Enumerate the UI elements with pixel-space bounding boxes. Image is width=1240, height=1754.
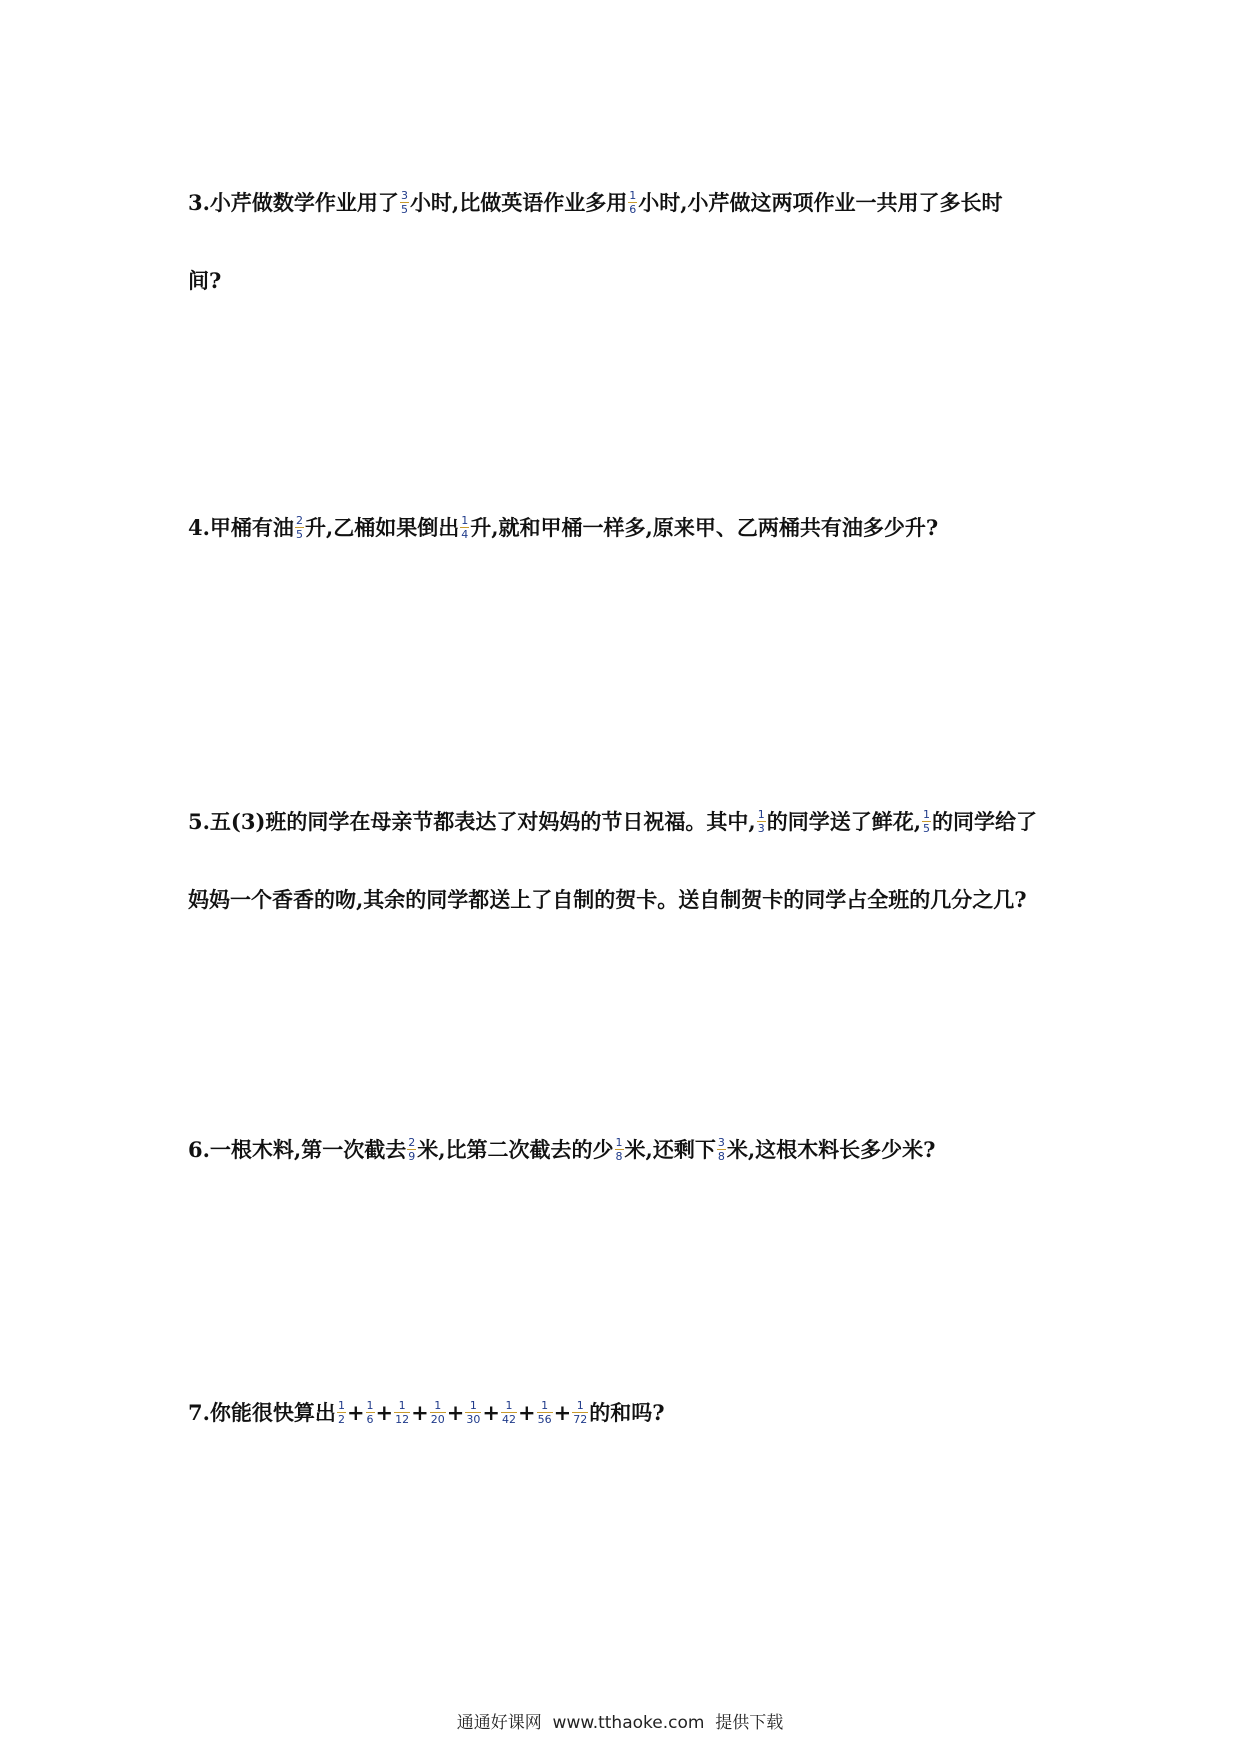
q7-fraction-3: [394, 1400, 410, 1425]
question-3-line-2: [188, 266, 221, 298]
q6-text-3: 米,还剩下: [624, 1137, 716, 1162]
q7-fraction-7-numerator: 1: [537, 1400, 553, 1413]
q6-text-2: 米,比第二次截去的少: [417, 1137, 614, 1162]
q7-fraction-2-denominator: 6: [366, 1413, 374, 1426]
q7-fraction-1: [337, 1400, 346, 1425]
q5-text-3: 的同学给了: [932, 809, 1038, 834]
q6-fraction-2-numerator: 1: [615, 1136, 623, 1149]
q4-text-1: 4.甲桶有油: [188, 515, 294, 540]
q7-fraction-1-numerator: 1: [337, 1399, 345, 1412]
q3-fraction-1-numerator: 3: [400, 189, 408, 202]
q6-fraction-1: [407, 1137, 416, 1162]
footer-source: 通通好课网 www.tthaoke.com 提供下载: [456, 1713, 784, 1733]
q7-plus-7: +: [553, 1400, 572, 1425]
q7-fraction-6-numerator: 1: [501, 1400, 517, 1413]
q3-text-4: 间?: [188, 268, 222, 293]
q7-fraction-5-numerator: 1: [465, 1400, 481, 1413]
q3-fraction-2: [628, 190, 637, 215]
q7-text-1: 7.你能很快算出: [188, 1400, 336, 1425]
q4-fraction-2-denominator: 4: [461, 528, 469, 541]
q6-text-1: 6.一根木料,第一次截去: [188, 1137, 407, 1162]
q7-text-2: 的和吗?: [589, 1400, 665, 1425]
question-7: [188, 1398, 665, 1430]
q3-fraction-1-denominator: 5: [400, 203, 408, 216]
q6-fraction-3: [717, 1137, 726, 1162]
q3-text-3: 小时,小芹做这两项作业一共用了多长时: [638, 190, 1003, 215]
q5-fraction-1: [757, 809, 766, 834]
q5-text-4: 妈妈一个香香的吻,其余的同学都送上了自制的贺卡。送自制贺卡的同学占全班的几分之几?: [188, 887, 1027, 912]
q4-text-2: 升,乙桶如果倒出: [304, 515, 460, 540]
q7-plus-4: +: [446, 1400, 465, 1425]
q7-fraction-6-denominator: 42: [501, 1413, 516, 1426]
q7-fraction-8-numerator: 1: [572, 1400, 588, 1413]
q7-fraction-4: [430, 1400, 446, 1425]
q7-plus-5: +: [482, 1400, 500, 1425]
q3-fraction-2-numerator: 1: [629, 189, 637, 202]
q7-fraction-8: [572, 1400, 588, 1425]
q6-fraction-2: [615, 1137, 624, 1162]
q7-fraction-7: [537, 1400, 553, 1425]
q7-fraction-5: [465, 1400, 481, 1425]
question-5-line-1: [188, 807, 1037, 839]
q7-plus-1: +: [346, 1400, 365, 1425]
q7-fraction-1-denominator: 2: [337, 1413, 345, 1426]
q7-fraction-6: [501, 1400, 517, 1425]
q7-fraction-3-numerator: 1: [394, 1400, 410, 1413]
q5-text-2: 的同学送了鲜花,: [766, 809, 922, 834]
q7-fraction-5-denominator: 30: [466, 1413, 481, 1426]
q6-fraction-3-numerator: 3: [717, 1136, 725, 1149]
q5-fraction-1-denominator: 3: [757, 822, 765, 835]
q5-fraction-2-denominator: 5: [923, 822, 931, 835]
q7-fraction-4-denominator: 20: [430, 1413, 445, 1426]
q7-fraction-7-denominator: 56: [537, 1413, 552, 1426]
question-5-line-2: [188, 885, 1027, 917]
q7-fraction-2-numerator: 1: [366, 1399, 374, 1412]
q7-fraction-8-denominator: 72: [573, 1413, 588, 1426]
q6-fraction-1-numerator: 2: [408, 1136, 416, 1149]
q4-fraction-1: [295, 515, 304, 540]
q6-fraction-1-denominator: 9: [408, 1150, 416, 1163]
q4-text-3: 升,就和甲桶一样多,原来甲、乙两桶共有油多少升?: [470, 515, 939, 540]
q5-fraction-2: [922, 809, 931, 834]
q7-fraction-4-numerator: 1: [430, 1400, 446, 1413]
q7-fraction-3-denominator: 12: [395, 1413, 410, 1426]
question-3-line-1: [188, 188, 1003, 220]
question-4: [188, 513, 938, 545]
q7-plus-6: +: [517, 1400, 536, 1425]
q5-fraction-2-numerator: 1: [923, 808, 931, 821]
question-6: [188, 1135, 935, 1167]
q4-fraction-1-numerator: 2: [295, 514, 303, 527]
q4-fraction-1-denominator: 5: [295, 528, 303, 541]
q7-plus-2: +: [375, 1400, 394, 1425]
q3-fraction-2-denominator: 6: [629, 203, 637, 216]
q3-fraction-1: [400, 190, 409, 215]
q3-text-2: 小时,比做英语作业多用: [409, 190, 628, 215]
q6-text-4: 米,这根木料长多少米?: [726, 1137, 936, 1162]
q5-fraction-1-numerator: 1: [757, 808, 765, 821]
q6-fraction-2-denominator: 8: [615, 1150, 623, 1163]
q4-fraction-2-numerator: 1: [461, 514, 469, 527]
q5-text-1: 5.五(3)班的同学在母亲节都表达了对妈妈的节日祝福。其中,: [188, 809, 756, 834]
q7-plus-3: +: [411, 1400, 429, 1425]
q4-fraction-2: [460, 515, 469, 540]
q6-fraction-3-denominator: 8: [717, 1150, 725, 1163]
q3-text-1: 3.小芹做数学作业用了: [188, 190, 399, 215]
q7-fraction-2: [366, 1400, 375, 1425]
